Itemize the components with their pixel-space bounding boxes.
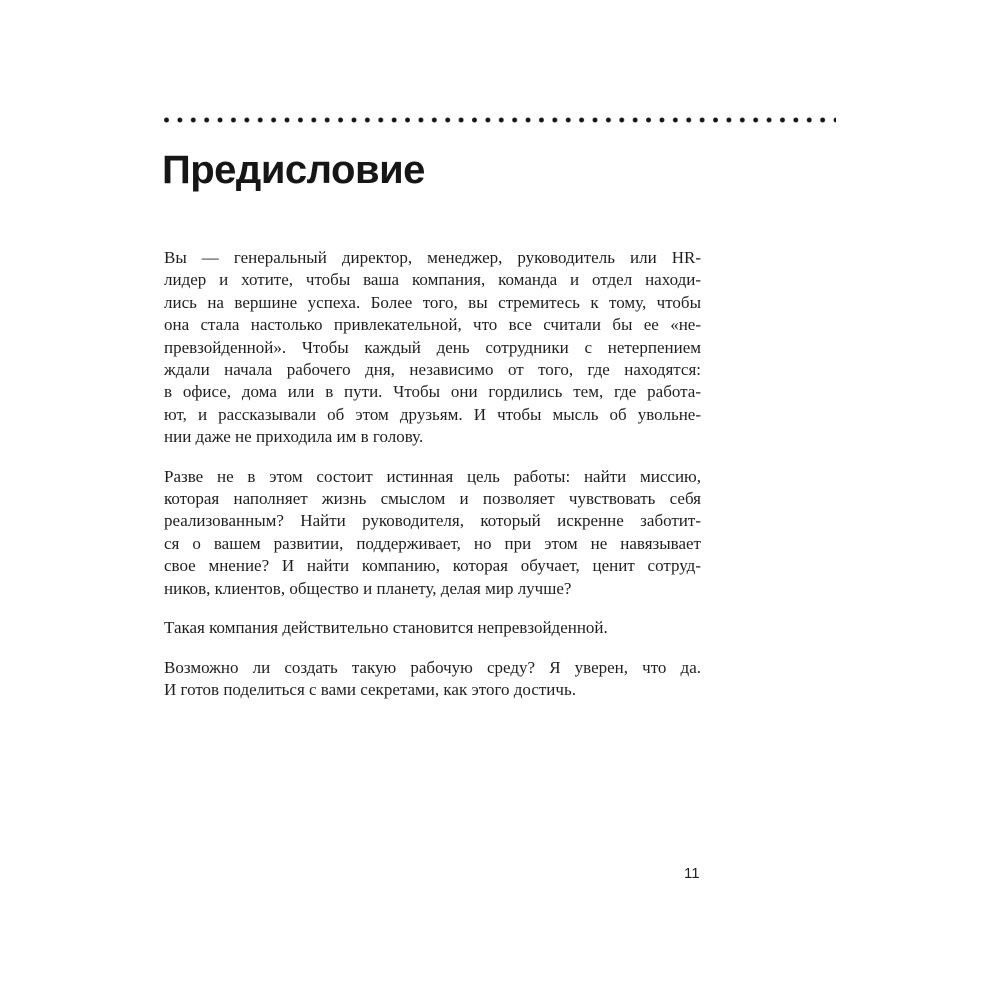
paragraph: [164, 466, 701, 600]
text-line: ждали начала рабочего дня, независимо от того, где находятся:: [164, 360, 701, 380]
dotted-separator: [164, 116, 836, 124]
text-line: ют, и рассказывали об этом друзьям. И чтобы мысль об увольне-: [164, 404, 701, 424]
text-line: Такая компания действительно становится непревзойденной.: [164, 618, 608, 638]
text-line: Разве не в этом состоит истинная цель работы: найти миссию,: [164, 466, 701, 486]
text-line: лись на вершине успеха. Более того, вы стремитесь к тому, чтобы: [164, 292, 701, 312]
text-line: превзойденной». Чтобы каждый день сотрудники с нетерпением: [164, 337, 701, 357]
text-line: свое мнение? И найти компанию, которая обучает, ценит сотруд-: [164, 556, 701, 576]
text-line: которая наполняет жизнь смыслом и позволяет чувствовать себя: [164, 489, 701, 509]
text-line: ся о вашем развитии, поддерживает, но при этом не навязывает: [164, 533, 701, 553]
paragraph: [164, 247, 701, 449]
text-line: И готов поделиться с вами секретами, как этого достичь.: [164, 679, 576, 699]
text-line: нии даже не приходила им в голову.: [164, 427, 424, 447]
text-line: Возможно ли создать такую рабочую среду? Я уверен, что да.: [164, 657, 701, 677]
page-title: Предисловие: [162, 148, 425, 192]
text-line: она стала настолько привлекательной, что все считали бы ее «не-: [164, 315, 701, 335]
paragraph: [164, 657, 701, 702]
body-text: [164, 247, 701, 718]
text-line: лидер и хотите, чтобы ваша компания, команда и отдел находи-: [164, 270, 701, 290]
text-line: Вы — генеральный директор, менеджер, руководитель или HR-: [164, 248, 701, 267]
paragraph: [164, 617, 701, 639]
page-number: 11: [684, 865, 700, 882]
text-line: в офисе, дома или в пути. Чтобы они гордились тем, где работа-: [164, 382, 701, 402]
text-line: реализованным? Найти руководителя, который искренне заботит-: [164, 511, 701, 531]
text-line: ников, клиентов, общество и планету, делая мир лучше?: [164, 578, 572, 598]
